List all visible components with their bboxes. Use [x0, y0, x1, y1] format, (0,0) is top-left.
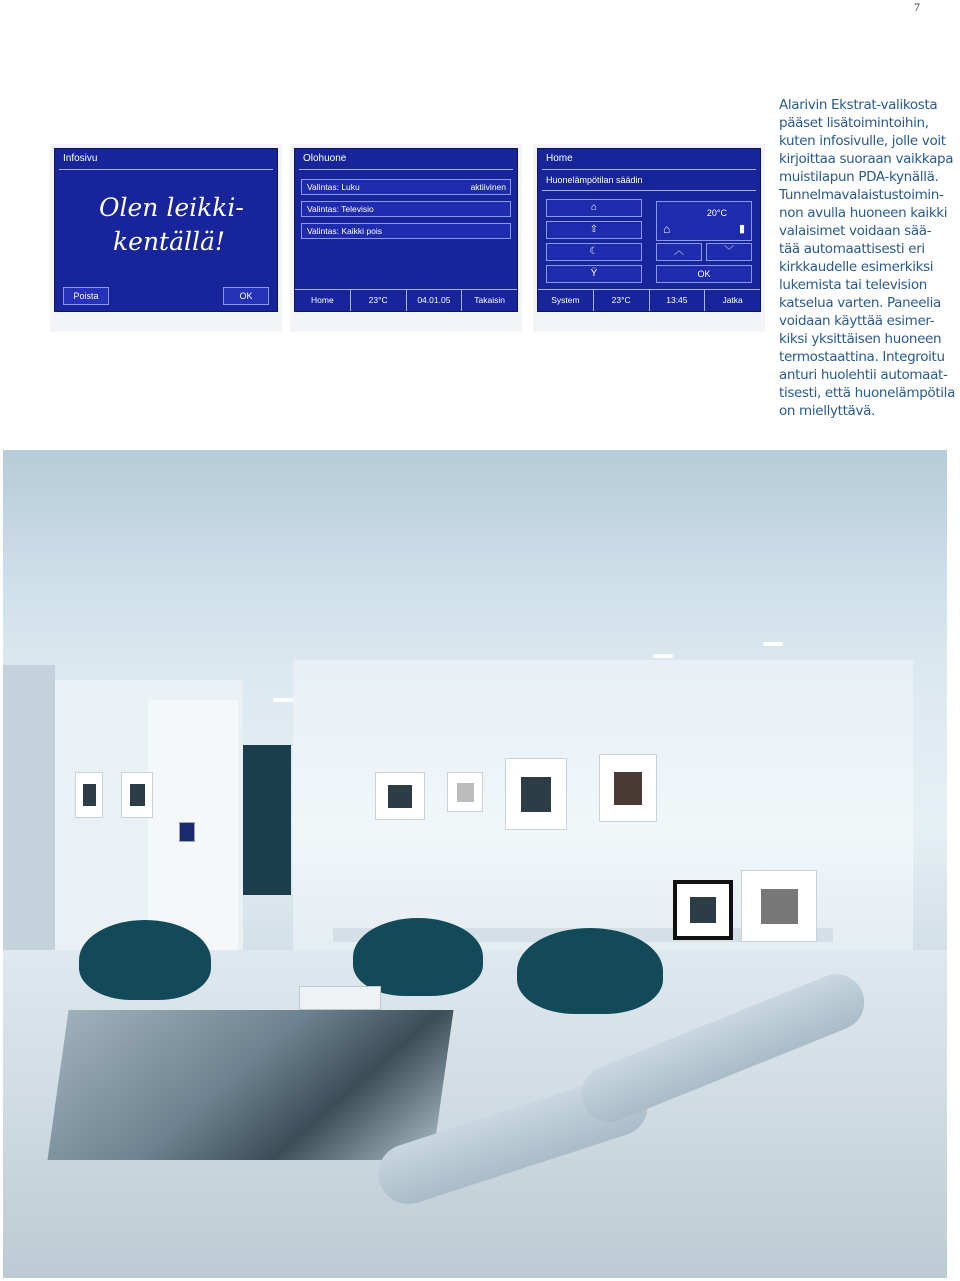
- infosivu-title: Infosivu: [63, 153, 98, 164]
- night-mode-button[interactable]: [546, 243, 642, 261]
- down-arrow-icon: ﹀: [724, 246, 734, 257]
- footer-temperature: 23°C: [351, 290, 407, 311]
- footer-home-button[interactable]: Home: [295, 290, 351, 311]
- subtitle-divider: [542, 190, 756, 191]
- footer-date: 04.01.05: [407, 290, 463, 311]
- temperature-display: [656, 201, 752, 241]
- footer-temperature: 23°C: [594, 290, 650, 311]
- panel-olohuone: [290, 144, 522, 332]
- framed-picture: [375, 772, 425, 820]
- title-divider: [542, 169, 756, 170]
- footer-continue-button[interactable]: Jatka: [722, 295, 743, 305]
- party-mode-button[interactable]: [546, 265, 642, 283]
- book-stack: [299, 986, 381, 1010]
- home-title: Home: [546, 153, 573, 164]
- olohuone-screen: [294, 148, 518, 312]
- interior-photo: [3, 450, 947, 1278]
- handwritten-note: [99, 191, 259, 259]
- olohuone-footer: [295, 289, 517, 311]
- ok-button[interactable]: OK: [223, 287, 269, 305]
- lounge-bench: [373, 950, 913, 1170]
- armchair: [79, 920, 211, 1000]
- framed-picture: [505, 758, 567, 830]
- title-divider: [59, 169, 273, 170]
- home-footer: [538, 289, 760, 311]
- thermometer-icon: ▮: [738, 223, 745, 235]
- eco-mode-button[interactable]: [546, 221, 642, 239]
- framed-picture: [121, 772, 153, 818]
- house-up-icon: ⇧: [589, 224, 599, 235]
- bench-seat: [573, 966, 872, 1130]
- framed-picture: [599, 754, 657, 822]
- scene-row-televisio[interactable]: [301, 201, 511, 217]
- dark-doorway: [243, 745, 291, 895]
- comfort-mode-button[interactable]: [546, 199, 642, 217]
- footer-back-button[interactable]: Takaisin: [474, 295, 505, 305]
- scene-status: aktiivinen: [470, 182, 506, 192]
- ok-button[interactable]: OK: [656, 265, 752, 283]
- moon-icon: ☾: [589, 246, 599, 257]
- framed-picture: [673, 880, 733, 940]
- target-temperature: 20°C: [706, 208, 727, 218]
- framed-picture: [447, 772, 483, 812]
- scene-label: Valintas: Televisio: [307, 204, 374, 214]
- olohuone-title: Olohuone: [303, 153, 347, 164]
- ceiling-light: [763, 642, 783, 646]
- handwritten-line-2: kentällä!: [113, 227, 225, 256]
- framed-picture: [741, 870, 817, 942]
- house-sun-icon: ⌂: [590, 202, 598, 213]
- temperature-up-button[interactable]: [656, 243, 702, 261]
- title-divider: [299, 169, 513, 170]
- framed-picture: [75, 772, 103, 818]
- wall-control-panel: [179, 822, 195, 842]
- ceiling-light: [653, 654, 673, 658]
- page-number: 7: [914, 0, 920, 14]
- handwritten-line-1: Olen leikki-: [99, 193, 244, 222]
- home-screen: [537, 148, 761, 312]
- ceiling-light: [273, 698, 293, 702]
- up-arrow-icon: ︿: [674, 246, 684, 257]
- house-icon: ⌂: [663, 222, 671, 236]
- body-text: Alarivin Ekstrat-valikosta pääset lisätoimintoihin, kuten infosivulle, jolle voit kirjoittaa suoraan vaikkapa muistilapun PDA-kynällä. Tunnelmavalaistustoimin- non avulla huoneen kaikki valaisimet voidaan sää- tää automaattisesti eri kirkkaudelle esimerkiksi lukemista tai television katselua varten. Paneelia voidaan käyttää esimer- kiksi yksittäisen huoneen termostaattina. Integroitu anturi huolehtii automaat- tisesti, että huonelämpötila on miellyttävä.: [779, 97, 956, 419]
- panel-infosivu: [50, 144, 282, 332]
- cocktail-icon: Ÿ: [590, 268, 598, 279]
- panel-home: [533, 144, 765, 332]
- scene-label: Valintas: Luku: [307, 182, 360, 192]
- footer-system-button[interactable]: System: [538, 290, 594, 311]
- footer-time: 13:45: [650, 290, 706, 311]
- thermostat-subtitle: Huonelämpötilan säädin: [546, 175, 643, 185]
- scene-label: Valintas: Kaikki pois: [307, 226, 382, 236]
- temperature-down-button[interactable]: [706, 243, 752, 261]
- scene-row-luku[interactable]: [301, 179, 511, 195]
- infosivu-screen: [54, 148, 278, 312]
- scene-row-kaikki-pois[interactable]: [301, 223, 511, 239]
- delete-button[interactable]: Poista: [63, 287, 109, 305]
- ceiling: [3, 450, 947, 680]
